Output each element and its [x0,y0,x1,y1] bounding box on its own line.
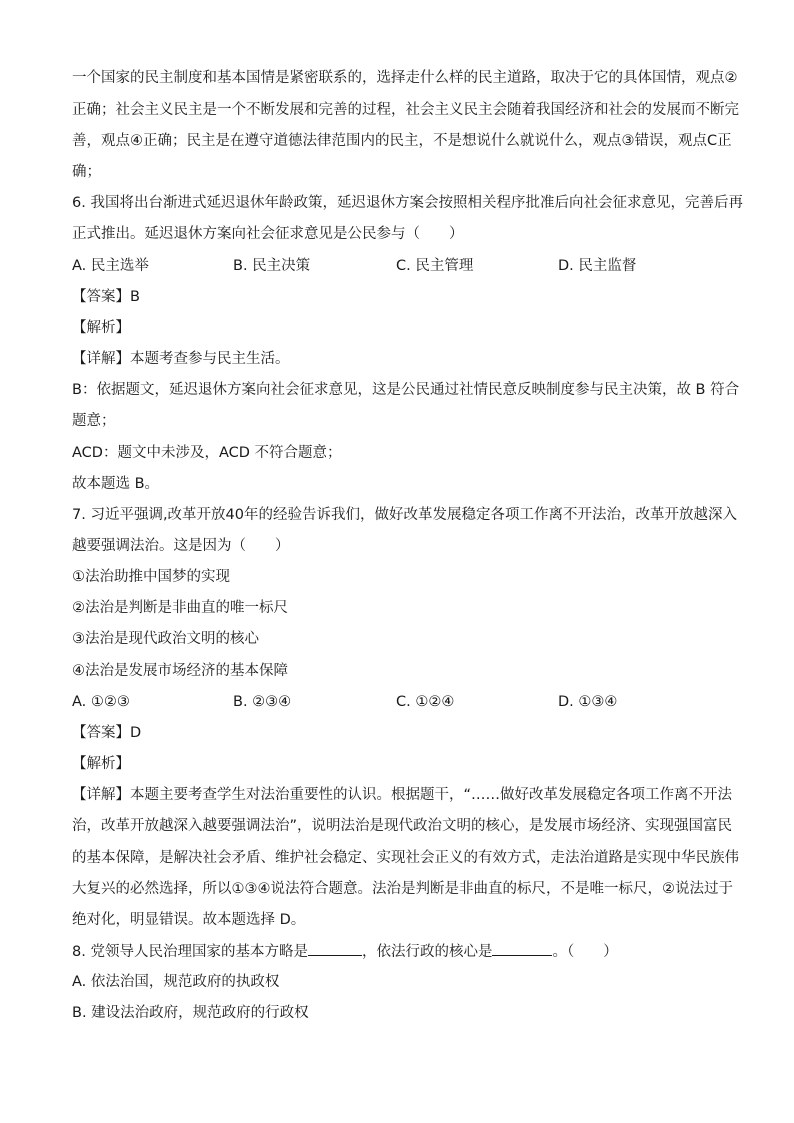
question-6-answer: 【答案】B [72,289,140,305]
question-7-detail: 大复兴的必然选择，所以①③④说法符合题意。法治是判断是非曲直的标尺，不是唯一标尺，②说法过于 [72,881,733,897]
question-6-analysis-heading: 【解析】 [72,320,130,336]
question-6-option-c: C. 民主管理 [396,258,474,274]
question-7-item: ③法治是现代政治文明的核心 [72,631,259,647]
question-6-detail: 题意； [72,413,116,429]
question-7-option-a: A. ①②③ [72,694,130,710]
question-7-detail: 治，改革开放越深入越要强调法治”，说明法治是现代政治文明的核心，是发展市场经济、实现强国富民 [72,818,733,834]
question-7-option-c: C. ①②④ [396,694,455,710]
question-7-detail: 的基本保障，是解决社会矛盾、维护社会稳定、实现社会正义的有效方式，走法治道路是实现中华民族伟 [72,850,739,866]
question-7-item: ②法治是判断是非曲直的唯一标尺 [72,600,288,616]
question-6-detail: 故本题选 B。 [72,476,160,492]
question-6-detail: B：依据题文，延迟退休方案向社会征求意见，这是公民通过社情民意反映制度参与民主决策，故 B 符合 [72,382,740,398]
answer-blank [492,941,552,956]
question-7-item: ④法治是发展市场经济的基本保障 [72,663,288,679]
question-8-option-a: A. 依法治国，规范政府的执政权 [72,974,280,990]
answer-blank [308,941,362,956]
question-6-stem: 6. 我国将出台渐进式延迟退休年龄政策，延迟退休方案会按照相关程序批准后向社会征求意见，完善后再 [72,195,743,211]
text-line: 确； [72,164,101,180]
question-7-detail: 【详解】本题主要考查学生对法治重要性的认识。根据题干，“……做好改革发展稳定各项工作离不开法 [72,787,733,803]
question-6-option-b: B. 民主决策 [233,258,311,274]
question-7-option-b: B. ②③④ [233,694,292,710]
text-line: 正确；社会主义民主是一个不断发展和完善的过程，社会主义民主会随着我国经济和社会的发展而不断完 [72,102,739,118]
question-7-answer: 【答案】D [72,725,142,741]
question-7-stem: 越要强调法治。这是因为（ ） [72,538,290,554]
question-7-option-d: D. ①③④ [558,694,618,710]
question-8-stem-part: 。（ ） [552,944,618,960]
question-6-detail: 【详解】本题考查参与民主生活。 [72,351,290,367]
text-line: 一个国家的民主制度和基本国情是紧密联系的，选择走什么样的民主道路，取决于它的具体国情，观点② [72,70,738,86]
text-line: 善，观点④正确；民主是在遵守道德法律范围内的民主，不是想说什么就说什么，观点③错误，观点C正 [72,133,732,149]
question-7-item: ①法治助推中国梦的实现 [72,569,230,585]
question-6-option-d: D. 民主监督 [558,258,637,274]
question-7-analysis-heading: 【解析】 [72,756,130,772]
question-7-detail: 绝对化，明显错误。故本题选择 D。 [72,912,306,928]
question-7-stem: 7. 习近平强调,改革开放40年的经验告诉我们，做好改革发展稳定各项工作离不开法治，改革开放越深入 [72,507,737,523]
question-8-stem [72,941,732,962]
question-8-stem-part: 8. 党领导人民治理国家的基本方略是 [72,944,308,960]
question-6-option-a: A. 民主选举 [72,258,149,274]
question-6-detail: ACD：题文中未涉及，ACD 不符合题意； [72,445,342,461]
question-8-option-b: B. 建设法治政府，规范政府的行政权 [72,1005,309,1021]
question-6-stem: 正式推出。延迟退休方案向社会征求意见是公民参与（ ） [72,226,464,242]
question-8-stem-part: ，依法行政的核心是 [361,944,493,960]
